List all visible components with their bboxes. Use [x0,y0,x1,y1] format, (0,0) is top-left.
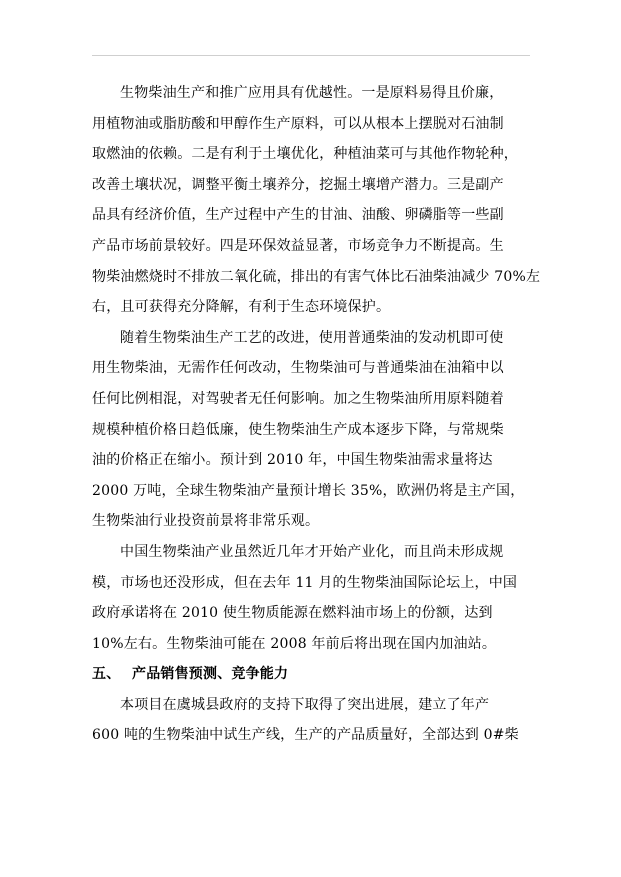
text-line: 用生物柴油，无需作任何改动，生物柴油可与普通柴油在油箱中以 [92,360,504,377]
body-text [92,78,542,751]
text-line: 10%左右。生物柴油可能在 2008 年前后将出现在国内加油站。 [92,635,497,652]
text-line: 油的价格正在缩小。预计到 2010 年，中国生物柴油需求量将达 [92,452,493,469]
text-line: 随着生物柴油生产工艺的改进，使用普通柴油的发动机即可使 [120,329,504,346]
paragraph-advantages [92,78,542,323]
paragraph-project [92,690,542,751]
paragraph-china-industry [92,537,542,659]
text-line: 取燃油的依赖。二是有利于土壤优化，种植油菜可与其他作物轮种， [92,146,518,163]
text-line: 任何比例相混，对驾驶者无任何影响。加之生物柴油所用原料随着 [92,390,504,407]
text-line: 模，市场也还没形成，但在去年 11 月的生物柴油国际论坛上，中国 [92,574,518,591]
text-line: 右，且可获得充分降解，有利于生态环境保护。 [92,299,391,316]
section-heading [92,659,542,690]
text-line: 生物柴油行业投资前景将非常乐观。 [92,513,320,530]
section-number: 五、 [92,666,121,683]
text-line: 中国生物柴油产业虽然近几年才开始产业化，而且尚未形成规 [120,543,504,560]
text-line: 规模种植价格日趋低廉，使生物柴油生产成本逐步下降，与常规柴 [92,421,504,438]
paragraph-process [92,323,542,537]
text-line: 政府承诺将在 2010 使生物质能源在燃料油市场上的份额，达到 [92,605,493,622]
text-line: 品具有经济价值，生产过程中产生的甘油、油酸、卵磷脂等一些副 [92,207,504,224]
text-line: 改善土壤状况，调整平衡土壤养分，挖掘土壤增产潜力。三是副产 [92,176,504,193]
header-rule [92,55,530,56]
text-line: 产品市场前景较好。四是环保效益显著，市场竞争力不断提高。生 [92,237,504,254]
text-line: 本项目在虞城县政府的支持下取得了突出进展，建立了年产 [120,696,490,713]
text-line: 用植物油或脂肪酸和甲醇作生产原料，可以从根本上摆脱对石油制 [92,115,504,132]
section-title: 产品销售预测、竞争能力 [132,666,289,683]
text-line: 600 吨的生物柴油中试生产线，生产的产品质量好，全部达到 0#柴 [92,727,519,744]
text-line: 物柴油燃烧时不排放二氧化硫，排出的有害气体比石油柴油减少 70%左 [92,268,541,285]
text-line: 2000 万吨，全球生物柴油产量预计增长 35%，欧洲仍将是主产国， [92,482,525,499]
text-line: 生物柴油生产和推广应用具有优越性。一是原料易得且价廉， [120,85,504,101]
